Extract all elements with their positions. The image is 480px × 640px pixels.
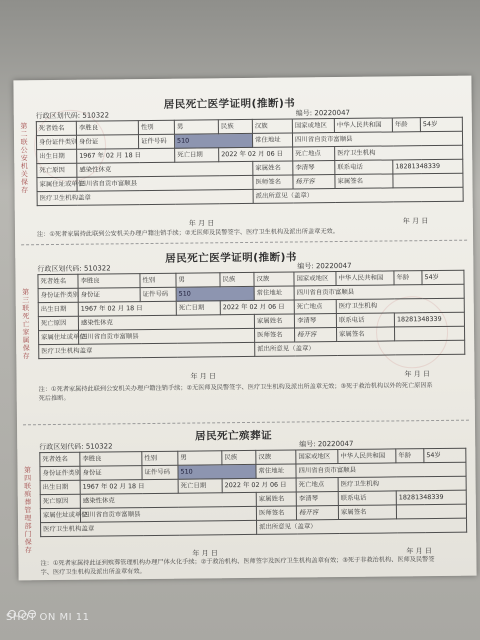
label: 死亡地点	[296, 478, 338, 492]
birth-date-value: 1967 年 02 月 18 日	[78, 301, 176, 316]
label: 死者姓名	[40, 452, 80, 466]
label: 性别	[140, 273, 176, 287]
age-value: 54岁	[422, 270, 464, 284]
label: 家属签名	[335, 174, 393, 189]
copy-label: 第四联 殡葬管理部门保存	[23, 466, 32, 555]
label: 家属住址或单位	[40, 508, 80, 522]
nationality-value: 中华人民共和国	[338, 449, 396, 464]
label: 医师签名	[253, 175, 293, 189]
birth-date-value: 1967 年 02 月 18 日	[80, 479, 178, 494]
death-date-value: 2022 年 02 月 06 日	[219, 147, 293, 162]
label: 民族	[220, 272, 254, 286]
label: 常住地址	[254, 286, 294, 300]
form-title: 居民死亡殡葬证	[195, 429, 273, 443]
kin-name-value: 李清琴	[294, 314, 336, 328]
label: 年龄	[396, 449, 424, 463]
certificate-table	[37, 270, 465, 359]
label: 国家或地区	[294, 272, 336, 286]
form-title: 居民死亡医学证明(推断)书	[165, 251, 297, 265]
kin-name-value: 李清琴	[296, 492, 338, 506]
birth-date-value: 1967 年 02 月 18 日	[77, 148, 175, 163]
id-number-redacted: 510	[178, 464, 256, 479]
region-code: 行政区划代码: 510322	[39, 442, 113, 452]
label: 国家或地区	[292, 119, 334, 133]
label: 证件号码	[142, 465, 178, 479]
kin-signature-blank	[393, 173, 463, 188]
certificate-table	[36, 117, 464, 206]
kin-signature-blank	[394, 326, 464, 341]
hospital-stamp-label: 医疗卫生机构盖章	[39, 342, 255, 358]
note-text: 注：①死者家属持此联到公安机关办理户籍注销手续；②无医师及民警签字、医疗卫生机构及派出所盖章无效；③死于救治机构以外的死亡原因系	[38, 382, 433, 394]
deceased-name: 李胜良	[78, 274, 140, 289]
death-place-value: 医疗卫生机构	[338, 476, 466, 491]
sex-value: 男	[174, 120, 218, 134]
id-type-value: 身份证	[78, 288, 140, 303]
phone-value: 18281348339	[394, 312, 464, 327]
region-code: 行政区划代码: 510322	[35, 111, 110, 121]
death-cause-value: 感染性休克	[77, 161, 253, 177]
label: 死亡原因	[37, 163, 77, 177]
copy-label: 第三联 死亡家属保存	[22, 288, 30, 361]
label: 家属签名	[338, 505, 396, 520]
label: 家属签名	[337, 327, 395, 342]
serial-number: 编号: 20220047	[297, 261, 352, 271]
sex-value: 男	[176, 273, 220, 287]
id-type-value: 身份证	[80, 466, 142, 481]
note-text: 注：①死者家属持此证到殡葬管理机构办理尸体火化手续；②于救治机构、医师签字及医疗卫生机构盖章有效；③死于非救治机构、医师及民警签	[40, 556, 435, 568]
police-opinion-label: 派出所意见（盖章）	[253, 187, 463, 203]
note-text: 注：①死者家属持此联到公安机关办理户籍注销手续；②无医师及民警签字、医疗卫生机构及派出所盖章无效。	[36, 228, 339, 239]
label: 出生日期	[40, 480, 80, 494]
sex-value: 男	[178, 451, 222, 465]
label: 性别	[142, 451, 178, 465]
label: 死亡日期	[176, 301, 220, 315]
note-text: 字、医疗卫生机构及派出所盖章有效。	[40, 568, 146, 577]
hospital-stamp-label: 医疗卫生机构盖章	[41, 520, 257, 536]
label: 民族	[222, 450, 256, 464]
label: 身份证件类别	[40, 466, 80, 480]
id-number-redacted: 510	[176, 286, 254, 301]
label: 家属姓名	[256, 492, 296, 506]
label: 家属姓名	[254, 314, 294, 328]
label: 性别	[138, 120, 174, 134]
kin-name-value: 李清琴	[293, 161, 335, 175]
date-line: 年 月 日	[190, 372, 216, 381]
label: 联系电话	[336, 313, 394, 328]
label: 常住地址	[256, 464, 296, 478]
label: 民族	[218, 119, 252, 133]
label: 出生日期	[37, 149, 77, 163]
phone-value: 18281348339	[396, 490, 466, 505]
form-section-1	[13, 76, 473, 243]
ethnicity-value: 汉族	[256, 450, 296, 464]
address-value: 四川省自贡市富顺县	[296, 462, 466, 478]
label: 证件号码	[140, 287, 176, 301]
age-value: 54岁	[420, 117, 462, 131]
police-opinion-label: 派出所意见（盖章）	[255, 340, 465, 356]
death-cause-value: 感染性休克	[80, 492, 256, 508]
label: 死亡地点	[293, 147, 335, 161]
death-place-value: 医疗卫生机构	[335, 145, 463, 160]
phone-value: 18281348339	[393, 159, 463, 174]
address-value: 四川省自贡市富顺县	[294, 284, 464, 300]
camera-watermark: SHOT ON MI 11	[6, 612, 90, 623]
id-number-redacted: 510	[174, 133, 252, 148]
label: 死亡地点	[294, 300, 336, 314]
police-opinion-label: 派出所意见（盖章）	[257, 518, 467, 534]
date-line: 年 月 日	[188, 219, 215, 228]
doctor-signature: 杨开容	[295, 328, 337, 342]
family-address-value: 四川省自贡市富顺县	[77, 175, 253, 191]
form-title: 居民死亡医学证明(推断)书	[163, 97, 296, 111]
death-cause-value: 感染性休克	[78, 314, 254, 330]
certificate-table	[39, 448, 467, 537]
label: 年龄	[392, 118, 420, 132]
label: 证件号码	[138, 134, 174, 148]
ethnicity-value: 汉族	[252, 119, 292, 133]
label: 常住地址	[252, 133, 292, 147]
label: 出生日期	[38, 302, 78, 316]
deceased-name: 李胜良	[76, 121, 138, 136]
nationality-value: 中华人民共和国	[336, 271, 394, 286]
label: 医师签名	[255, 328, 295, 342]
death-date-value: 2022 年 02 月 06 日	[220, 300, 294, 315]
label: 死亡日期	[175, 148, 219, 162]
label: 家属住址或单位	[37, 177, 77, 191]
label: 联系电话	[338, 491, 396, 506]
label: 家属姓名	[253, 161, 293, 175]
doctor-signature: 杨开容	[293, 175, 335, 189]
label: 家属住址或单位	[39, 330, 79, 344]
region-code: 行政区划代码: 510322	[37, 264, 111, 274]
death-place-value: 医疗卫生机构	[336, 298, 464, 313]
doctor-signature: 杨开容	[296, 506, 338, 520]
date-line: 年 月 日	[402, 217, 429, 226]
date-line: 年 月 日	[404, 370, 430, 379]
label: 医师签名	[256, 506, 296, 520]
copy-label: 第二联 公安机关保存	[20, 122, 29, 195]
serial-number: 编号: 20220047	[295, 108, 351, 118]
label: 国家或地区	[296, 450, 338, 464]
note-text: 死后推断。	[38, 394, 70, 403]
label: 年龄	[394, 271, 422, 285]
id-type-value: 身份证	[76, 135, 138, 150]
age-value: 54岁	[424, 448, 466, 462]
deceased-name: 李胜良	[80, 452, 142, 467]
date-line: 年 月 日	[406, 547, 432, 556]
certificate-sheet	[13, 76, 476, 581]
label: 死亡原因	[38, 316, 78, 330]
form-section-3	[17, 422, 477, 581]
label: 死亡原因	[40, 494, 80, 508]
address-value: 四川省自贡市富顺县	[292, 131, 462, 147]
family-address-value: 四川省自贡市富顺县	[80, 506, 256, 522]
nationality-value: 中华人民共和国	[334, 118, 392, 133]
form-section-2	[15, 242, 475, 423]
label: 死者姓名	[38, 274, 78, 288]
label: 联系电话	[335, 160, 393, 175]
family-address-value: 四川省自贡市富顺县	[79, 328, 255, 344]
date-line: 年 月 日	[192, 549, 218, 558]
ethnicity-value: 汉族	[254, 272, 294, 286]
kin-signature-blank	[396, 504, 466, 519]
label: 身份证件类别	[36, 135, 76, 149]
hospital-stamp-label: 医疗卫生机构盖章	[37, 189, 253, 205]
serial-number: 编号: 20220047	[299, 439, 354, 449]
death-date-value: 2022 年 02 月 06 日	[222, 478, 296, 493]
label: 死者姓名	[36, 121, 76, 135]
label: 死亡日期	[178, 479, 222, 493]
label: 身份证件类别	[38, 288, 78, 302]
